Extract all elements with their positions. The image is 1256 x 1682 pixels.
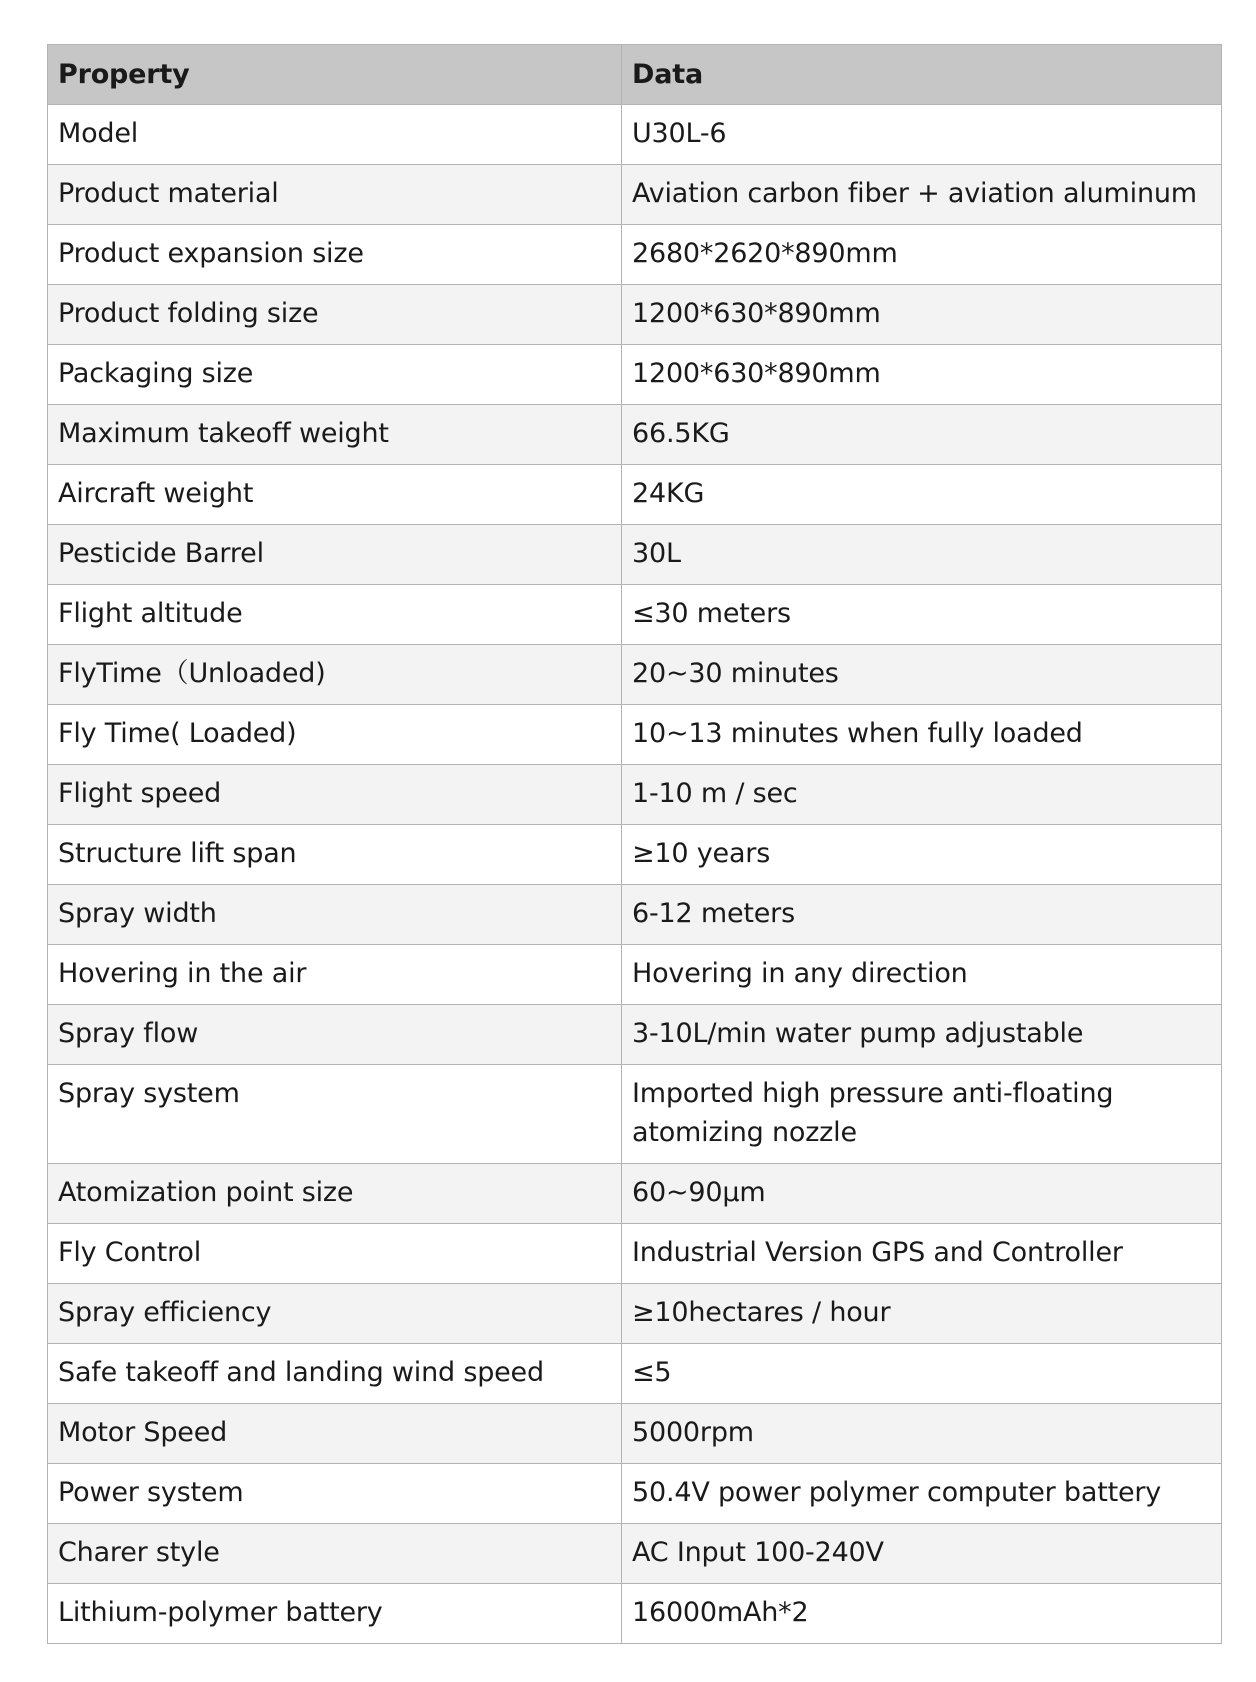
value-cell: 1200*630*890mm — [622, 285, 1222, 345]
value-cell: 20~30 minutes — [622, 645, 1222, 705]
property-cell: Power system — [48, 1464, 622, 1524]
table-row — [48, 105, 1222, 165]
table-row — [48, 345, 1222, 405]
table-row — [48, 165, 1222, 225]
table-row — [48, 1524, 1222, 1584]
value-cell: 60~90μm — [622, 1164, 1222, 1224]
value-cell: ≥10hectares / hour — [622, 1284, 1222, 1344]
value-cell: Hovering in any direction — [622, 945, 1222, 1005]
value-cell: U30L-6 — [622, 105, 1222, 165]
table-row — [48, 825, 1222, 885]
property-cell: Fly Time( Loaded) — [48, 705, 622, 765]
value-cell: 24KG — [622, 465, 1222, 525]
value-cell: Industrial Version GPS and Controller — [622, 1224, 1222, 1284]
property-cell: Aircraft weight — [48, 465, 622, 525]
value-cell: 1200*630*890mm — [622, 345, 1222, 405]
header-data: Data — [622, 45, 1222, 105]
property-cell: Flight altitude — [48, 585, 622, 645]
value-cell: 10~13 minutes when fully loaded — [622, 705, 1222, 765]
table-row — [48, 1065, 1222, 1164]
property-cell: Fly Control — [48, 1224, 622, 1284]
value-cell: AC Input 100-240V — [622, 1524, 1222, 1584]
property-cell: Lithium-polymer battery — [48, 1584, 622, 1644]
property-cell: Spray flow — [48, 1005, 622, 1065]
value-cell: 16000mAh*2 — [622, 1584, 1222, 1644]
value-cell: ≤30 meters — [622, 585, 1222, 645]
table-row — [48, 585, 1222, 645]
table-row — [48, 405, 1222, 465]
value-cell: ≥10 years — [622, 825, 1222, 885]
property-cell: Product material — [48, 165, 622, 225]
value-cell: 1-10 m / sec — [622, 765, 1222, 825]
header-property: Property — [48, 45, 622, 105]
spec-table — [47, 44, 1222, 1644]
property-cell: Hovering in the air — [48, 945, 622, 1005]
value-cell: 30L — [622, 525, 1222, 585]
value-cell: 6-12 meters — [622, 885, 1222, 945]
property-cell: Charer style — [48, 1524, 622, 1584]
table-row — [48, 885, 1222, 945]
table-row — [48, 225, 1222, 285]
value-cell: 2680*2620*890mm — [622, 225, 1222, 285]
property-cell: Pesticide Barrel — [48, 525, 622, 585]
property-cell: Safe takeoff and landing wind speed — [48, 1344, 622, 1404]
property-cell: Spray efficiency — [48, 1284, 622, 1344]
table-row — [48, 465, 1222, 525]
value-cell: 66.5KG — [622, 405, 1222, 465]
property-cell: Structure lift span — [48, 825, 622, 885]
header-row — [48, 45, 1222, 105]
table-row — [48, 945, 1222, 1005]
property-cell: Product folding size — [48, 285, 622, 345]
table-row — [48, 1005, 1222, 1065]
table-row — [48, 525, 1222, 585]
table-row — [48, 1224, 1222, 1284]
table-row — [48, 765, 1222, 825]
value-cell: 5000rpm — [622, 1404, 1222, 1464]
value-cell: Imported high pressure anti-floating atomizing nozzle — [622, 1065, 1222, 1164]
property-cell: Motor Speed — [48, 1404, 622, 1464]
property-cell: Maximum takeoff weight — [48, 405, 622, 465]
table-row — [48, 1284, 1222, 1344]
table-row — [48, 645, 1222, 705]
table-row — [48, 1344, 1222, 1404]
table-row — [48, 1404, 1222, 1464]
table-row — [48, 705, 1222, 765]
property-cell: Spray system — [48, 1065, 622, 1164]
table-header — [48, 45, 1222, 105]
property-cell: Product expansion size — [48, 225, 622, 285]
property-cell: FlyTime（Unloaded) — [48, 645, 622, 705]
property-cell: Packaging size — [48, 345, 622, 405]
table-row — [48, 285, 1222, 345]
property-cell: Spray width — [48, 885, 622, 945]
table-row — [48, 1584, 1222, 1644]
value-cell: Aviation carbon fiber + aviation aluminum — [622, 165, 1222, 225]
value-cell: 3-10L/min water pump adjustable — [622, 1005, 1222, 1065]
property-cell: Atomization point size — [48, 1164, 622, 1224]
property-cell: Model — [48, 105, 622, 165]
property-cell: Flight speed — [48, 765, 622, 825]
table-row — [48, 1464, 1222, 1524]
table-row — [48, 1164, 1222, 1224]
table-body — [48, 105, 1222, 1644]
value-cell: ≤5 — [622, 1344, 1222, 1404]
value-cell: 50.4V power polymer computer battery — [622, 1464, 1222, 1524]
